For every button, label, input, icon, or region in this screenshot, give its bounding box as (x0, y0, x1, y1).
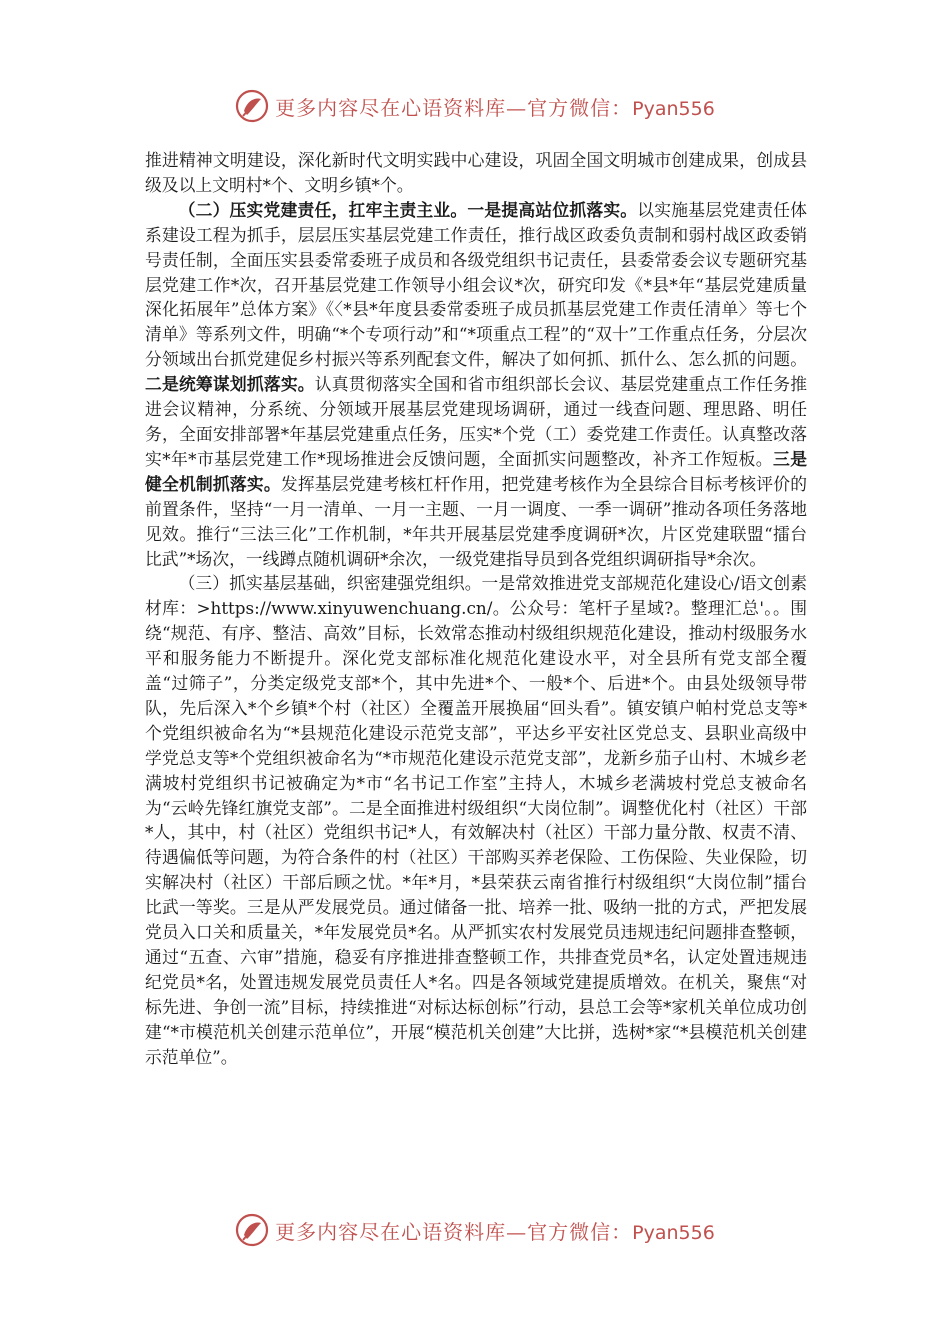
section-2-subheading-c: 三是健全机制抓落实。 (145, 448, 807, 494)
footer-banner (0, 1210, 950, 1250)
section-2-heading: （二）压实党建责任，扛牢主责主业。一是提高站位抓落实。 (178, 199, 638, 220)
paragraph-1: 推进精神文明建设，深化新时代文明实践中心建设，巩固全国文明城市创建成果，创成县级及以上文明村*个、文明乡镇*个。 (145, 150, 807, 195)
logo-icon (235, 1213, 269, 1247)
banner-text (275, 92, 715, 121)
logo-icon (235, 89, 269, 123)
paragraph-2 (145, 198, 807, 572)
paragraph-3: （三）抓实基层基础，织密建强党组织。一是常效推进党支部规范化建设心/语文创素材库：>https://www.xinyuwenchuang.cn/。公众号：笔杆子星域?。整理汇总'。。围绕“规范、有序、整洁、高效”目标，长效常态推动村级组织规范化建设，推动村级服务水平和服务能力不断提升。深化党支部标准化规范化建设水平，对全县所有党支部全覆盖“过筛子”，分类定级党支部*个，其中先进*个、一般*个、后进*个。由县处级领导带队，先后深入*个乡镇*个村（社区）全覆盖开展换届“回头看”。镇安镇户帕村党总支等*个党组织被命名为“*县规范化建设示范党支部”，平达乡平安社区党总支、县职业高级中学党总支等*个党组织被命名为“*市规范化建设示范党支部”，龙新乡茄子山村、木城乡老满坡村党组织书记被确定为*市“名书记工作室”主持人，木城乡老满坡村党总支被命名为“云岭先锋红旗党支部”。二是全面推进村级组织“大岗位制”。调整优化村（社区）干部*人，其中，村（社区）党组织书记*人，有效解决村（社区）干部力量分散、权责不清、待遇偏低等问题，为符合条件的村（社区）干部购买养老保险、工伤保险、失业保险，切实解决村（社区）干部后顾之忧。*年*月，*县荣获云南省推行村级组织“大岗位制”擂台比武一等奖。三是从严发展党员。通过储备一批、培养一批、吸纳一批的方式，严把发展党员入口关和质量关，*年发展党员*名。从严抓实农村发展党员违规违纪问题排查整顿，通过“五查、六审”措施，稳妥有序推进排查整顿工作，共排查党员*名，认定处置违规违纪党员*名，处置违规发展党员责任人*名。四是各领域党建提质增效。在机关，聚焦“对标先进、争创一流”目标，持续推进“对标达标创标”行动，县总工会等*家机关单位成功创建“*市模范机关创建示范单位”，开展“模范机关创建”大比拼，选树*家“*县模范机关创建示范单位”。 (145, 573, 807, 1067)
banner-label: 更多内容尽在心语资料库—官方微信： (275, 1219, 633, 1244)
banner-text (275, 1216, 715, 1245)
section-2-subheading-b: 二是统筹谋划抓落实。 (145, 374, 315, 395)
banner-label: 更多内容尽在心语资料库—官方微信： (275, 95, 633, 120)
header-banner (0, 86, 950, 126)
section-2-text-c: 发挥基层党建考核杠杆作用，把党建考核作为全县综合目标考核评价的前置条件，坚持“一月一清单、一月一主题、一月一调度、一季一调研”推动各项任务落地见效。推行“三法三化”工作机制，*年共开展基层党建季度调研*次，片区党建联盟“擂台比武”*场次，一线蹲点随机调研*余次，一级党建指导员到各党组织调研指导*余次。 (145, 473, 807, 569)
document-body (145, 148, 807, 1070)
section-2-text-a: 以实施基层党建责任体系建设工程为抓手，层层压实基层党建工作责任，推行战区政委负责制和弱村战区政委销号责任制，全面压实县委常委班子成员和各级党组织书记责任，县委常委会议专题研究基层党建工作*次，召开基层党建工作领导小组会议*次，研究印发《*县*年“基层党建质量深化拓展年”总体方案》《〈*县*年度县委常委班子成员抓基层党建工作责任清单〉等七个清单》等系列文件，明确“*个专项行动”和“*项重点工程”的“双十”工作重点任务，分层次分领域出台抓党建促乡村振兴等系列配套文件，解决了如何抓、抓什么、怎么抓的问题。 (145, 199, 807, 370)
banner-wechat-id: Pyan556 (632, 97, 715, 120)
banner-wechat-id: Pyan556 (632, 1221, 715, 1244)
section-2-text-b: 认真贯彻落实全国和省市组织部长会议、基层党建重点工作任务推进会议精神，分系统、分领域开展基层党建现场调研，通过一线查问题、理思路、明任务，全面安排部署*年基层党建重点任务，压实*个党（工）委党建工作责任。认真整改落实*年*市基层党建工作*现场推进会反馈问题，全面抓实问题整改，补齐工作短板。 (145, 374, 807, 469)
